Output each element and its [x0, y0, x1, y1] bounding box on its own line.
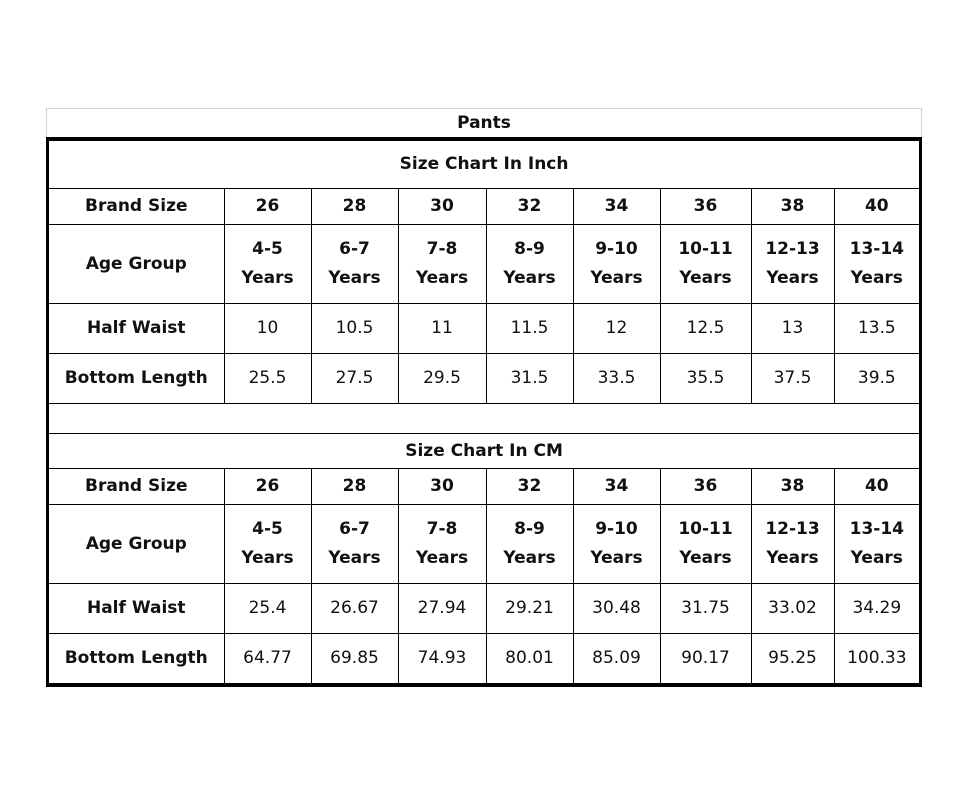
brand-size-row: [49, 189, 919, 225]
half-waist-cell: 34.29: [834, 584, 919, 634]
half-waist-row: [49, 584, 919, 634]
size-chart-table: [49, 140, 919, 684]
age-range: 6-7: [339, 239, 370, 259]
age-group-cell: [834, 225, 919, 304]
size-chart-sheet: [46, 108, 922, 687]
age-unit: Years: [415, 268, 469, 288]
brand-size-cell: 34: [573, 469, 660, 505]
brand-size-cell: 38: [751, 469, 834, 505]
brand-size-cell: 26: [224, 189, 311, 225]
half-waist-cell: 11.5: [486, 304, 573, 354]
size-chart-frame: [46, 137, 922, 687]
age-group-cell: [573, 505, 660, 584]
age-group-row: [49, 225, 919, 304]
age-unit: Years: [328, 268, 381, 288]
bottom-length-cell: 90.17: [660, 634, 751, 684]
brand-size-row: [49, 469, 919, 505]
bottom-length-row: [49, 634, 919, 684]
half-waist-cell: 10.5: [311, 304, 398, 354]
brand-size-label: Brand Size: [49, 189, 224, 225]
age-group-label: Age Group: [49, 505, 224, 584]
half-waist-label: Half Waist: [49, 584, 224, 634]
brand-size-cell: 40: [834, 189, 919, 225]
age-range: 4-5: [252, 239, 283, 259]
half-waist-cell: 26.67: [311, 584, 398, 634]
age-range: 7-8: [426, 519, 458, 539]
age-group-cell: [486, 225, 573, 304]
cm-chart-caption-row: [49, 434, 919, 469]
bottom-length-cell: 80.01: [486, 634, 573, 684]
age-unit: Years: [415, 548, 469, 568]
age-group-cell: [398, 225, 486, 304]
age-unit: Years: [679, 548, 732, 568]
bottom-length-cell: 37.5: [751, 354, 834, 404]
bottom-length-cell: 95.25: [751, 634, 834, 684]
age-group-cell: [311, 505, 398, 584]
brand-size-cell: 36: [660, 189, 751, 225]
half-waist-cell: 31.75: [660, 584, 751, 634]
age-group-cell: [751, 505, 834, 584]
bottom-length-row: [49, 354, 919, 404]
age-range: 12-13: [765, 239, 820, 259]
bottom-length-cell: 69.85: [311, 634, 398, 684]
age-range: 6-7: [339, 519, 370, 539]
half-waist-cell: 25.4: [224, 584, 311, 634]
bottom-length-cell: 39.5: [834, 354, 919, 404]
age-group-cell: [751, 225, 834, 304]
age-group-cell: [660, 505, 751, 584]
age-group-label: Age Group: [49, 225, 224, 304]
age-group-cell: [224, 505, 311, 584]
age-unit: Years: [850, 268, 903, 288]
half-waist-cell: 33.02: [751, 584, 834, 634]
age-range: 10-11: [678, 519, 733, 539]
brand-size-cell: 40: [834, 469, 919, 505]
age-range: 13-14: [849, 519, 904, 539]
age-group-cell: [486, 505, 573, 584]
age-range: 13-14: [849, 239, 904, 259]
age-range: 4-5: [252, 519, 283, 539]
brand-size-cell: 30: [398, 469, 486, 505]
bottom-length-cell: 29.5: [398, 354, 486, 404]
age-unit: Years: [241, 268, 294, 288]
age-range: 9-10: [595, 519, 638, 539]
age-group-cell: [224, 225, 311, 304]
age-unit: Years: [590, 548, 643, 568]
brand-size-cell: 34: [573, 189, 660, 225]
brand-size-cell: 32: [486, 189, 573, 225]
chart-title: Pants: [46, 108, 922, 137]
half-waist-cell: 11: [398, 304, 486, 354]
cm-chart-caption: Size Chart In CM: [49, 434, 919, 469]
age-range: 8-9: [514, 519, 545, 539]
brand-size-cell: 30: [398, 189, 486, 225]
age-range: 7-8: [426, 239, 458, 259]
brand-size-cell: 38: [751, 189, 834, 225]
brand-size-cell: 28: [311, 469, 398, 505]
half-waist-cell: 13.5: [834, 304, 919, 354]
age-unit: Years: [766, 268, 819, 288]
age-group-cell: [834, 505, 919, 584]
bottom-length-cell: 74.93: [398, 634, 486, 684]
half-waist-row: [49, 304, 919, 354]
age-unit: Years: [590, 268, 643, 288]
half-waist-cell: 13: [751, 304, 834, 354]
age-group-row: [49, 505, 919, 584]
age-unit: Years: [241, 548, 294, 568]
half-waist-cell: 12: [573, 304, 660, 354]
age-unit: Years: [850, 548, 903, 568]
bottom-length-cell: 100.33: [834, 634, 919, 684]
age-unit: Years: [328, 548, 381, 568]
age-group-cell: [311, 225, 398, 304]
bottom-length-label: Bottom Length: [49, 634, 224, 684]
age-range: 8-9: [514, 239, 545, 259]
brand-size-label: Brand Size: [49, 469, 224, 505]
age-range: 9-10: [595, 239, 638, 259]
age-group-cell: [573, 225, 660, 304]
inch-chart-caption-row: [49, 141, 919, 189]
age-unit: Years: [679, 268, 732, 288]
brand-size-cell: 28: [311, 189, 398, 225]
half-waist-cell: 10: [224, 304, 311, 354]
bottom-length-cell: 64.77: [224, 634, 311, 684]
bottom-length-label: Bottom Length: [49, 354, 224, 404]
half-waist-cell: 29.21: [486, 584, 573, 634]
bottom-length-cell: 35.5: [660, 354, 751, 404]
brand-size-cell: 36: [660, 469, 751, 505]
section-spacer: [49, 404, 919, 434]
age-unit: Years: [766, 548, 819, 568]
age-group-cell: [660, 225, 751, 304]
bottom-length-cell: 31.5: [486, 354, 573, 404]
age-unit: Years: [503, 548, 556, 568]
cm-section: [49, 434, 919, 684]
age-range: 10-11: [678, 239, 733, 259]
age-unit: Years: [503, 268, 556, 288]
inch-section: [49, 141, 919, 404]
half-waist-cell: 12.5: [660, 304, 751, 354]
half-waist-cell: 30.48: [573, 584, 660, 634]
bottom-length-cell: 85.09: [573, 634, 660, 684]
age-range: 12-13: [765, 519, 820, 539]
inch-chart-caption: Size Chart In Inch: [49, 141, 919, 189]
brand-size-cell: 32: [486, 469, 573, 505]
bottom-length-cell: 25.5: [224, 354, 311, 404]
bottom-length-cell: 27.5: [311, 354, 398, 404]
half-waist-cell: 27.94: [398, 584, 486, 634]
bottom-length-cell: 33.5: [573, 354, 660, 404]
half-waist-label: Half Waist: [49, 304, 224, 354]
age-group-cell: [398, 505, 486, 584]
brand-size-cell: 26: [224, 469, 311, 505]
